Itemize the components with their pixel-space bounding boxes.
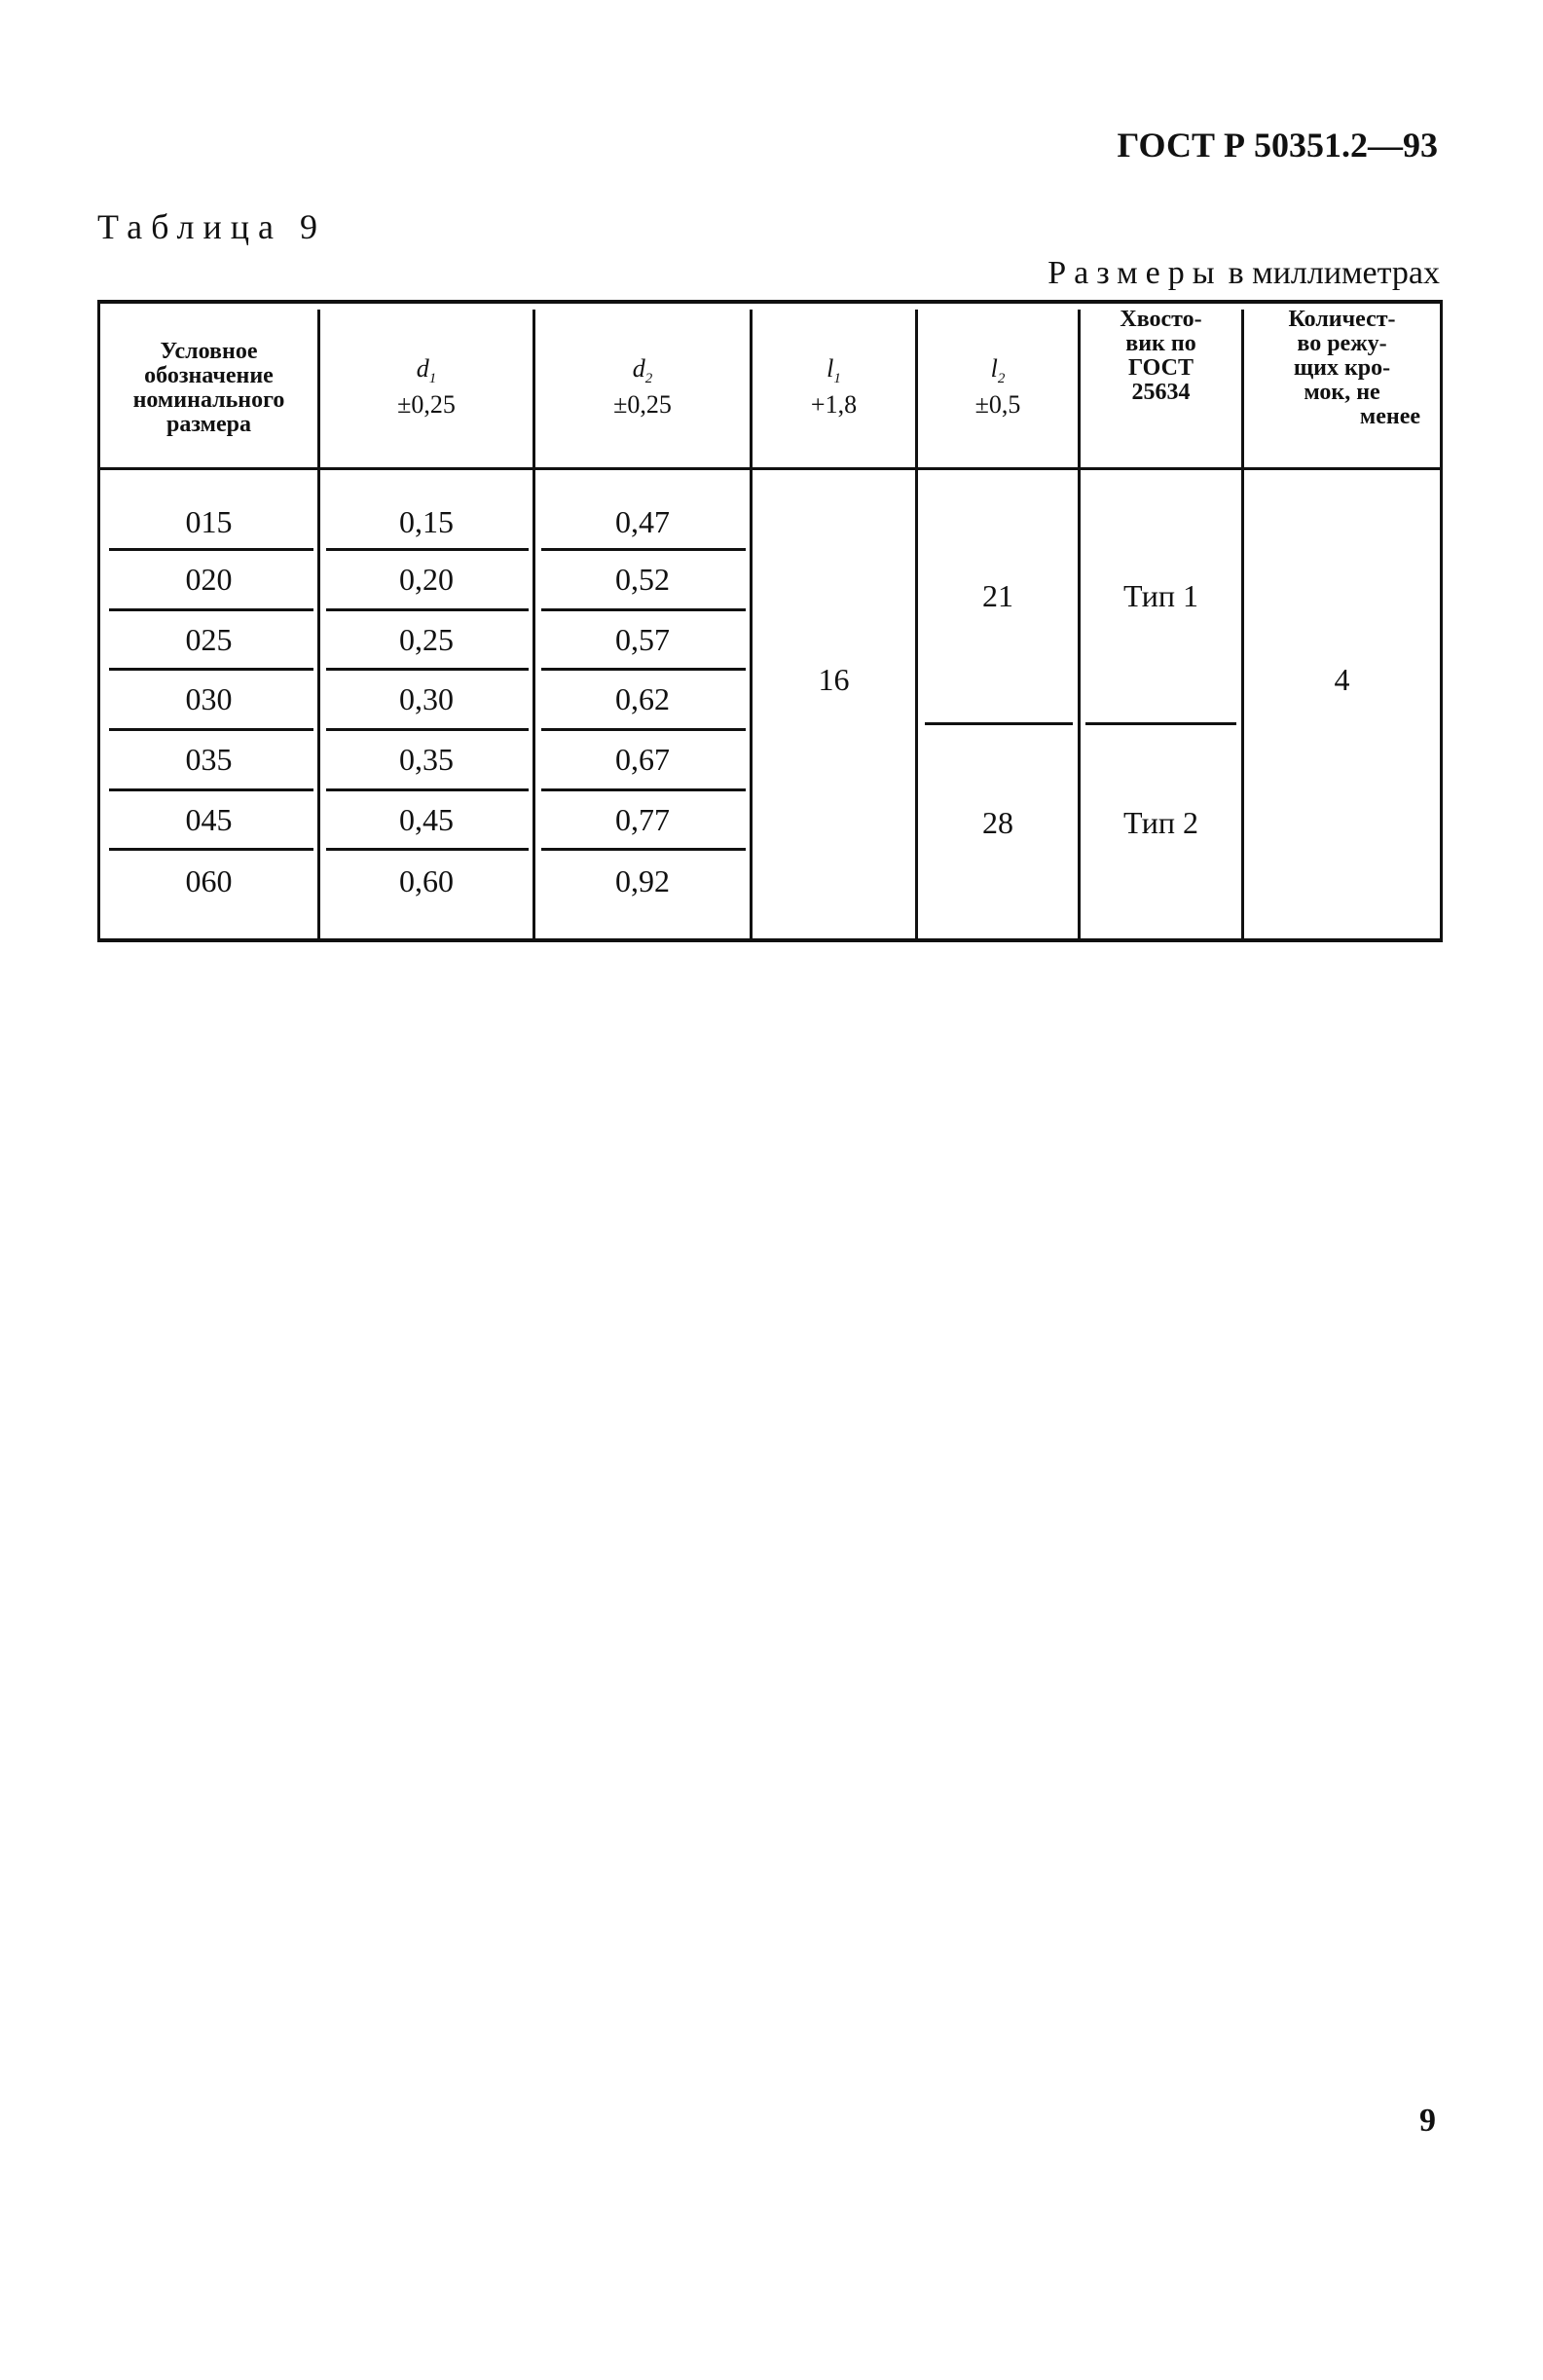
cell-l1-merged: 16 xyxy=(818,661,850,697)
page-number: 9 xyxy=(1419,2103,1436,2139)
table-right-border xyxy=(1440,300,1443,942)
dimensions-table xyxy=(97,300,1443,942)
document-header: ГОСТ Р 50351.2—93 xyxy=(1117,126,1438,165)
cell-d1: 0,20 xyxy=(399,562,454,597)
cell-cutting-edges-merged: 4 xyxy=(1334,661,1350,697)
symbol-l1-sub: 1 xyxy=(833,371,841,387)
cell-designation: 015 xyxy=(185,503,233,539)
symbol-l1: l xyxy=(827,353,834,383)
cell-d2: 0,57 xyxy=(615,621,670,657)
header-designation-line: обозначение xyxy=(144,363,274,388)
tolerance-d2: ±0,25 xyxy=(613,390,672,420)
header-cutting-edges-line: во режу- xyxy=(1297,331,1387,356)
header-shank-line: Хвосто- xyxy=(1120,307,1202,332)
cell-l2-group-1: 21 xyxy=(982,578,1013,613)
cell-d2: 0,67 xyxy=(615,742,670,777)
header-l2 xyxy=(918,311,1078,465)
header-designation-line: Условное xyxy=(160,339,258,364)
header-designation-line: номинального xyxy=(132,387,285,413)
header-d1 xyxy=(320,311,533,465)
symbol-d2: d xyxy=(632,353,645,383)
header-cutting-edges-line: Количест- xyxy=(1288,307,1396,332)
cell-d1: 0,60 xyxy=(399,862,454,898)
tolerance-l1: +1,8 xyxy=(810,390,858,420)
symbol-d1-sub: 1 xyxy=(428,371,437,387)
header-cutting-edges xyxy=(1244,308,1440,461)
header-l1 xyxy=(753,311,915,465)
cell-designation: 045 xyxy=(185,801,233,837)
header-d2 xyxy=(535,311,750,465)
cell-d2: 0,92 xyxy=(615,862,670,898)
header-shank-line: вик по xyxy=(1125,331,1196,356)
units-note-second: в миллиметрах xyxy=(1228,255,1440,291)
symbol-d2-sub: 2 xyxy=(644,371,653,387)
cell-designation: 060 xyxy=(185,862,233,898)
symbol-d1: d xyxy=(416,353,429,383)
tolerance-l2: ±0,5 xyxy=(974,390,1021,420)
cell-d1: 0,30 xyxy=(399,681,454,716)
cell-d1: 0,35 xyxy=(399,742,454,777)
cell-d1: 0,45 xyxy=(399,801,454,837)
cell-designation: 020 xyxy=(185,562,233,597)
symbol-l2: l xyxy=(990,353,998,383)
cell-designation: 025 xyxy=(185,621,233,657)
header-cutting-edges-line: щих кро- xyxy=(1293,355,1391,381)
cell-designation: 030 xyxy=(185,681,233,716)
cell-d1: 0,25 xyxy=(399,621,454,657)
symbol-l2-sub: 2 xyxy=(997,371,1006,387)
cell-d2: 0,62 xyxy=(615,681,670,716)
cell-d2: 0,47 xyxy=(615,503,670,539)
cell-shank-group-2: Тип 2 xyxy=(1123,804,1198,840)
header-designation-line: размера xyxy=(166,412,251,437)
header-designation xyxy=(100,311,317,465)
tolerance-d1: ±0,25 xyxy=(397,390,456,420)
cell-designation: 035 xyxy=(185,742,233,777)
cell-d2: 0,52 xyxy=(615,562,670,597)
header-cutting-edges-line: мок, не xyxy=(1304,380,1380,405)
header-cutting-edges-line: менее xyxy=(1359,404,1420,429)
header-shank xyxy=(1081,308,1241,461)
table-title: Таблица 9 xyxy=(97,207,326,246)
units-note-first: Размеры xyxy=(1047,255,1223,291)
units-note xyxy=(1047,255,1440,292)
cell-d2: 0,77 xyxy=(615,801,670,837)
cell-d1: 0,15 xyxy=(399,503,454,539)
table-top-rule xyxy=(97,300,1443,304)
cell-l2-group-2: 28 xyxy=(982,804,1013,840)
cell-shank-group-1: Тип 1 xyxy=(1123,578,1198,613)
header-shank-line: ГОСТ xyxy=(1128,355,1194,381)
header-shank-line: 25634 xyxy=(1131,380,1191,405)
